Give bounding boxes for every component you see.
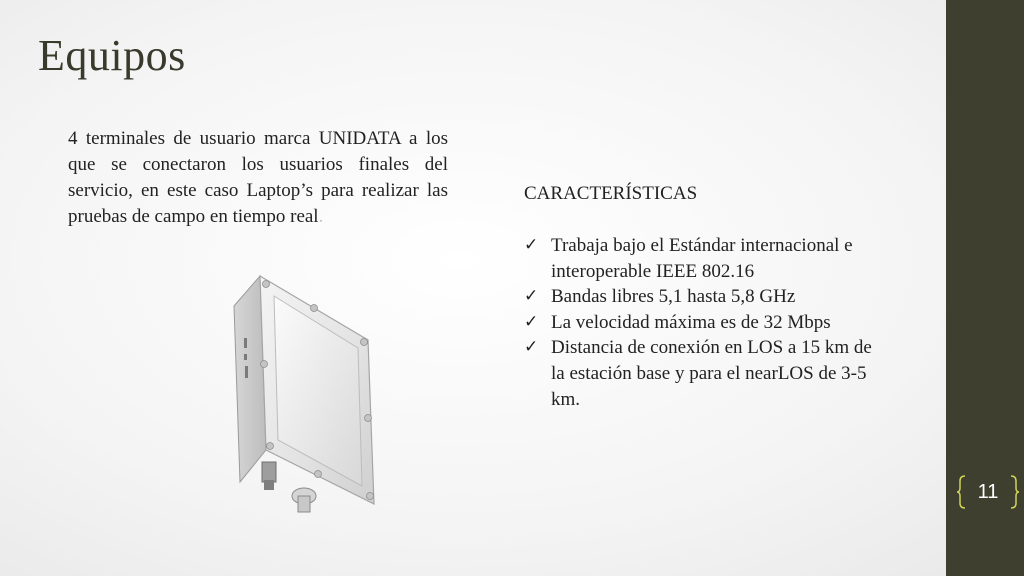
page-number: 11 <box>977 481 999 503</box>
characteristics-list <box>524 233 884 412</box>
intro-trailing-dot: . <box>318 206 324 227</box>
list-item: ✓ Bandas libres 5,1 hasta 5,8 GHz <box>524 284 884 310</box>
checkmark-icon: ✓ <box>524 286 539 307</box>
checkmark-icon: ✓ <box>524 235 539 255</box>
intro-paragraph <box>68 126 448 230</box>
page-number-badge <box>957 472 1019 512</box>
checkmark-icon: ✓ <box>524 337 539 358</box>
outdoor-cpe-device-photo <box>218 268 398 518</box>
intro-text: 4 terminales de usuario marca UNIDATA a los que se conectaron los usuarios finales del servicio, en este caso Laptop’s para realizar las pruebas de campo en tiempo real <box>68 128 448 227</box>
characteristics-heading: CARACTERÍSTICAS <box>524 183 698 204</box>
list-item: ✓ Trabaja bajo el Estándar internacional e interoperable IEEE 802.16 <box>524 235 853 282</box>
checkmark-icon: ✓ <box>524 311 539 332</box>
list-item: ✓ La velocidad máxima es de 32 Mbps <box>524 310 884 336</box>
slide-title: Equipos <box>38 31 186 80</box>
list-item: ✓ Distancia de conexión en LOS a 15 km de la estación base y para el nearLOS de 3-5 km. <box>524 337 872 410</box>
